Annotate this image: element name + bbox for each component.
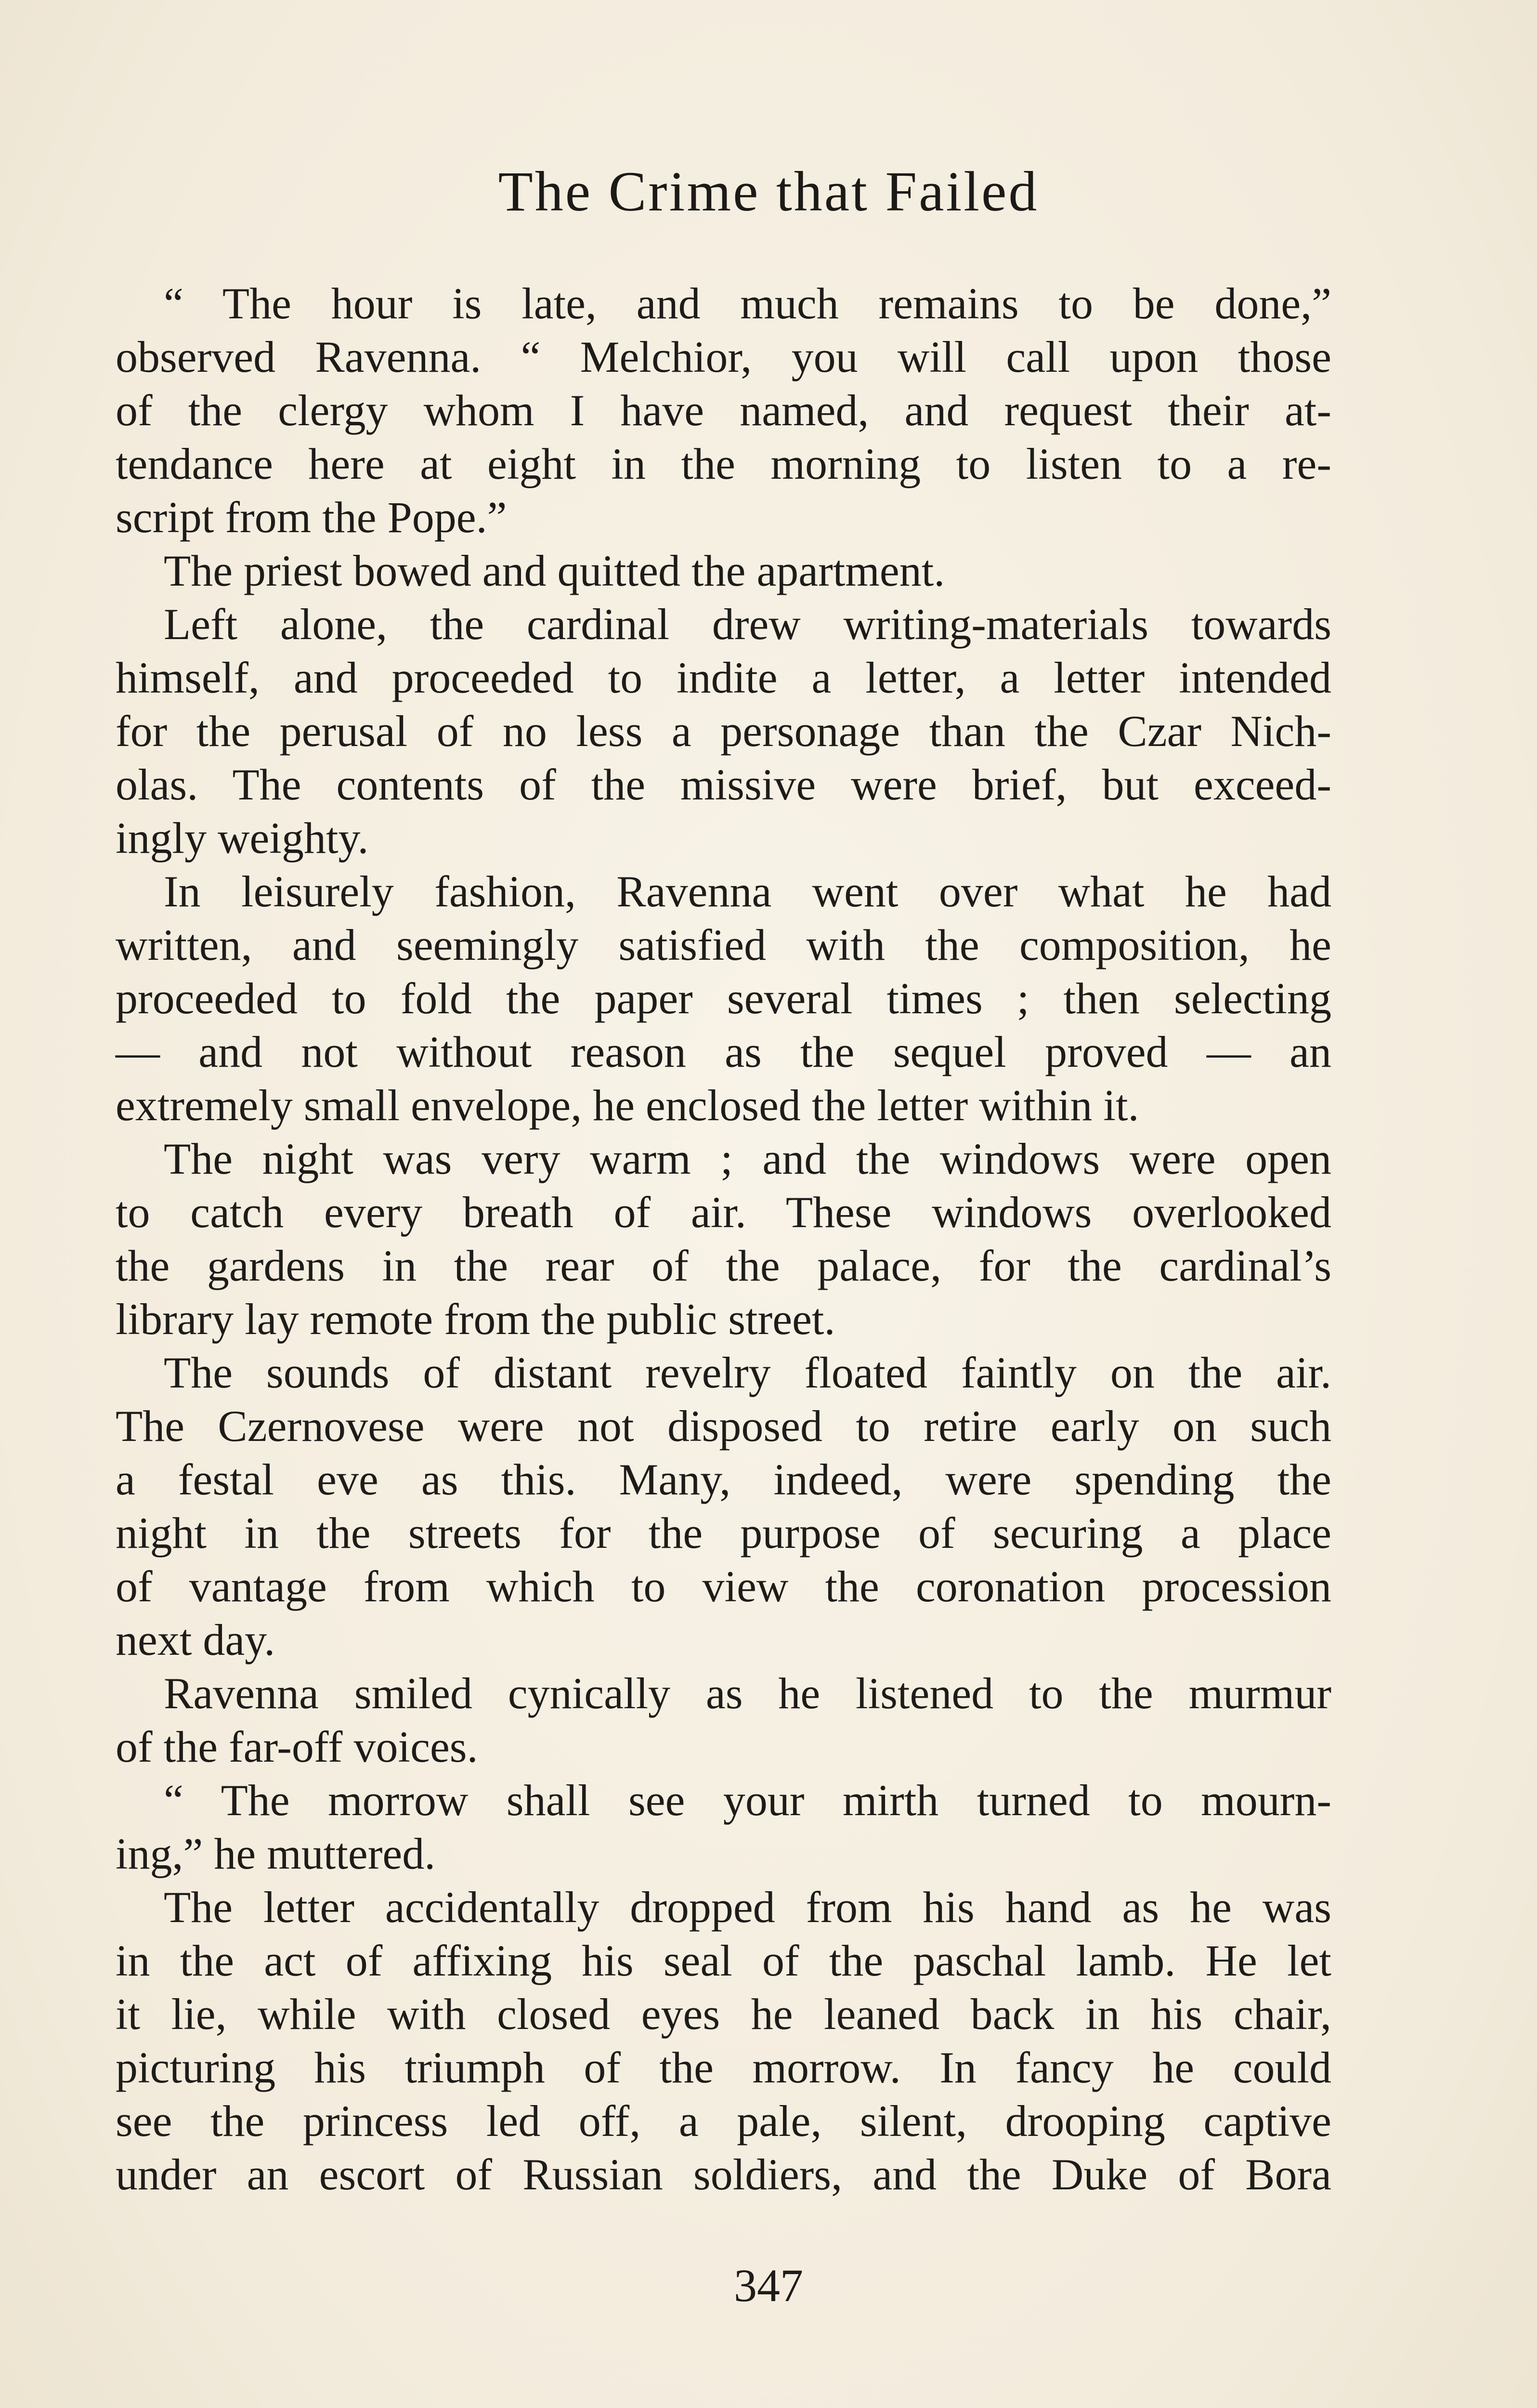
text-line: for the perusal of no less a personage than the Czar Nich- [116, 707, 1331, 756]
text-line: In leisurely fashion, Ravenna went over what he had [164, 867, 1331, 916]
text-line: see the princess led off, a pale, silent, drooping captive [116, 2096, 1331, 2146]
text-line: the gardens in the rear of the palace, for the cardinal’s [116, 1241, 1331, 1290]
text-line: of vantage from which to view the coronation procession [116, 1562, 1331, 1611]
text-line: The Czernovese were not disposed to retire early on such [116, 1401, 1331, 1451]
text-line: library lay remote from the public street. [116, 1295, 835, 1344]
text-line: it lie, while with closed eyes he leaned back in his chair, [116, 1989, 1331, 2039]
text-line: “ The morrow shall see your mirth turned to mourn- [164, 1776, 1331, 1825]
text-line: night in the streets for the purpose of securing a place [116, 1508, 1331, 1557]
text-line: The priest bowed and quitted the apartment. [164, 546, 945, 595]
text-line: next day. [116, 1615, 275, 1664]
text-line: Left alone, the cardinal drew writing-materials towards [164, 600, 1331, 649]
text-line: olas. The contents of the missive were brief, but exceed- [116, 760, 1331, 809]
text-line: himself, and proceeded to indite a letter, a letter intended [116, 653, 1331, 702]
text-line: script from the Pope.” [116, 493, 507, 542]
text-line: a festal eve as this. Many, indeed, were spending the [116, 1455, 1331, 1504]
text-line: “ The hour is late, and much remains to be done,” [164, 279, 1331, 328]
text-line: to catch every breath of air. These windows overlooked [116, 1188, 1331, 1237]
text-line: of the far-off voices. [116, 1722, 478, 1771]
text-line: ing,” he muttered. [116, 1829, 436, 1878]
body-text [116, 277, 1331, 2201]
text-line: ingly weighty. [116, 813, 369, 863]
text-line: The sounds of distant revelry floated faintly on the air. [164, 1348, 1331, 1397]
text-line: tendance here at eight in the morning to listen to a re- [116, 439, 1331, 488]
text-line: extremely small envelope, he enclosed the letter within it. [116, 1081, 1139, 1130]
text-line: of the clergy whom I have named, and request their at- [116, 386, 1331, 435]
text-line: written, and seemingly satisfied with the composition, he [116, 920, 1331, 969]
running-title: The Crime that Failed [498, 160, 1039, 223]
page-number: 347 [734, 2260, 803, 2311]
text-line: The letter accidentally dropped from his hand as he was [164, 1883, 1331, 1932]
text-line: proceeded to fold the paper several times ; then selecting [116, 974, 1331, 1023]
text-line: under an escort of Russian soldiers, and the Duke of Bora [116, 2150, 1331, 2199]
text-line: The night was very warm ; and the windows were open [164, 1134, 1331, 1183]
text-line: Ravenna smiled cynically as he listened to the murmur [164, 1669, 1331, 1718]
text-line: — and not without reason as the sequel proved — an [116, 1027, 1331, 1076]
text-line: in the act of affixing his seal of the paschal lamb. He let [116, 1936, 1331, 1985]
text-line: observed Ravenna. “ Melchior, you will call upon those [116, 332, 1331, 381]
text-line: picturing his triumph of the morrow. In fancy he could [116, 2043, 1331, 2092]
